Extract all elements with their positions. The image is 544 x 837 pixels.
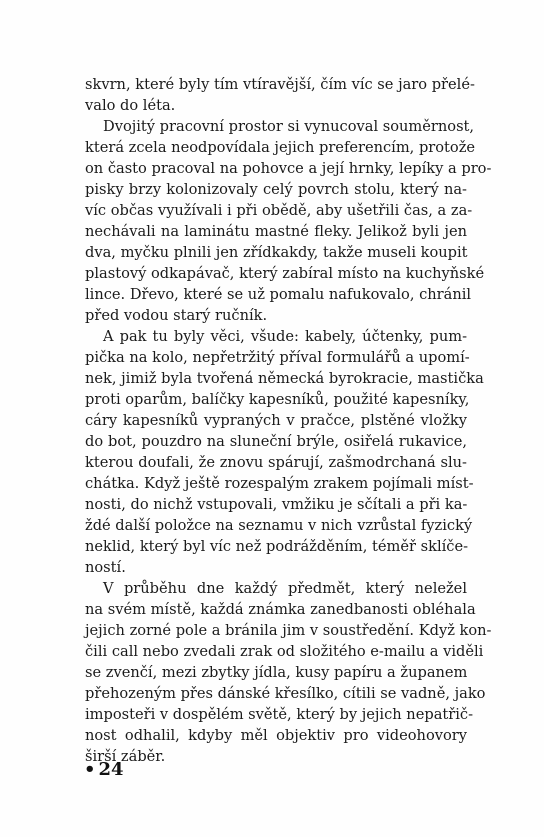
paragraph (85, 74, 475, 116)
paragraph (85, 326, 484, 578)
paragraph (85, 578, 492, 767)
text-line: ností. (85, 559, 126, 576)
text-line: neklid, který byl víc než podrážděním, téměř sklíče- (85, 538, 469, 555)
text-line: nek, jimiž byla tvořená německá byrokracie, mastička (85, 370, 484, 387)
text-line: lince. Dřevo, které se už pomalu nafukovalo, chránil (85, 286, 472, 303)
text-line: valo do léta. (85, 97, 176, 114)
text-line: Dvojitý pracovní prostor si vynucoval souměrnost, (103, 118, 475, 135)
text-line: se zvenčí, mezi zbytky jídla, kusy papíru a županem (85, 664, 468, 681)
text-line: cáry kapesníků vypraných v pračce, plstěné vložky (85, 412, 467, 429)
text-line: která zcela neodpovídala jejich preferencím, protože (85, 139, 476, 156)
text-line: ždé další položce na seznamu v nich vzrůstal fyzický (85, 517, 473, 534)
text-line: na svém místě, každá známka zanedbanosti obléhala (85, 601, 476, 618)
text-line: nosti, do nichž vstupovali, vmžiku je sčítali a při ka- (85, 496, 468, 513)
text-line: pisky brzy kolonizovaly celý povrch stolu, který na- (85, 181, 467, 198)
text-line: pička na kolo, nepřetržitý příval formulářů a upomí- (85, 349, 470, 366)
text-line: nechávali na laminátu mastné fleky. Jelikož byli jen (85, 223, 467, 240)
text-line: chátka. Když ještě rozespalým zrakem pojímali míst- (85, 475, 474, 492)
text-line: V průběhu dne každý předmět, který neležel (103, 580, 467, 597)
text-line: přehozeným přes dánské křesílko, cítili se vadně, jako (85, 685, 486, 702)
page-folio (84, 758, 124, 782)
text-line: víc občas využívali i při obědě, aby ušetřili čas, a za- (85, 202, 473, 219)
text-line: do bot, pouzdro na sluneční brýle, osiřelá rukavice, (85, 433, 467, 450)
text-line: čili call nebo zvedali zrak od složitého e-mailu a viděli (85, 643, 484, 660)
text-line: dva, myčku plnili jen zřídkakdy, takže museli koupit (85, 244, 468, 261)
text-line: kterou doufali, že znovu spárují, zašmodrchaná slu- (85, 454, 467, 471)
text-line: jejich zorné pole a bránila jim v soustředění. Když kon- (85, 622, 492, 639)
text-line: proti oparům, balíčky kapesníků, použité kapesníky, (85, 391, 470, 408)
paragraph (85, 116, 492, 326)
text-line: skvrn, které byly tím vtíravější, čím víc se jaro přelé- (85, 76, 475, 93)
page-number: 24 (98, 759, 124, 780)
folio-bullet: • (84, 759, 96, 780)
body-text (85, 74, 492, 767)
text-line: A pak tu byly věci, všude: kabely, účtenky, pum- (103, 328, 467, 345)
text-line: plastový odkapávač, který zabíral místo na kuchyňské (85, 265, 485, 282)
text-line: nost odhalil, kdyby měl objektiv pro videohovory (85, 727, 467, 744)
text-line: imposteři v dospělém světě, který by jejich nepatřič- (85, 706, 474, 723)
text-line: širší záběr. (85, 748, 166, 765)
text-line: on často pracoval na pohovce a její hrnky, lepíky a pro- (85, 160, 492, 177)
text-line: před vodou starý ručník. (85, 307, 268, 324)
